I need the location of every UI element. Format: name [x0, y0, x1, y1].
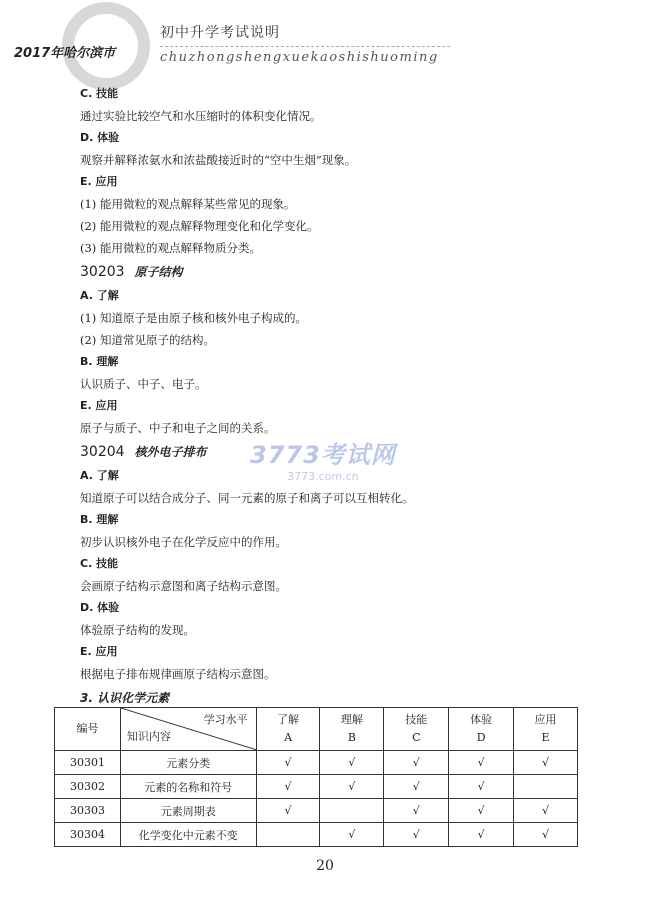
watermark-main: 3773考试网: [250, 441, 396, 469]
check-mark: √: [449, 775, 514, 799]
section-number: 30203: [80, 264, 125, 280]
check-mark: √: [514, 823, 578, 847]
table-header-level: 了解 A: [256, 708, 320, 751]
check-mark: √: [449, 823, 514, 847]
table-header-id: 编号: [55, 708, 121, 751]
check-mark: √: [320, 823, 384, 847]
check-mark: √: [256, 775, 320, 799]
table-header-level: 理解 B: [320, 708, 384, 751]
check-mark: √: [514, 751, 578, 775]
check-mark: √: [384, 751, 449, 775]
body-text-line: 通过实验比较空气和水压缩时的体积变化情况。: [80, 109, 322, 123]
table-header-level: 体验 D: [449, 708, 514, 751]
check-mark: √: [320, 775, 384, 799]
body-text-line: 知道原子可以结合成分子、同一元素的原子和离子可以互相转化。: [80, 491, 414, 505]
page-header-region-year: 2017年哈尔滨市: [14, 46, 116, 61]
level-label: C. 技能: [80, 87, 119, 100]
body-text-line: (1) 知道原子是由原子核和核外电子构成的。: [80, 311, 307, 325]
section-title: 原子结构: [134, 265, 183, 279]
check-mark: [514, 775, 578, 799]
page-header-title: 初中升学考试说明: [160, 25, 280, 41]
check-mark: √: [384, 823, 449, 847]
row-content: 元素周期表: [120, 799, 256, 823]
table-header-row: [55, 708, 578, 751]
level-label: E. 应用: [80, 645, 118, 658]
body-text-line: 根据电子排布规律画原子结构示意图。: [80, 667, 276, 681]
table-header-diagonal: [120, 708, 256, 751]
table-header-level: 技能 C: [384, 708, 449, 751]
body-text-line: 体验原子结构的发现。: [80, 623, 195, 637]
header-divider: [160, 46, 450, 47]
body-text-line: 原子与质子、中子和电子之间的关系。: [80, 421, 276, 435]
watermark: [250, 435, 396, 483]
check-mark: √: [449, 751, 514, 775]
level-label: C. 技能: [80, 557, 119, 570]
section-heading: [80, 259, 580, 285]
table-row: [55, 823, 578, 847]
body-text-line: (3) 能用微粒的观点解释物质分类。: [80, 241, 261, 255]
body-text-line: (2) 知道常见原子的结构。: [80, 333, 215, 347]
level-label: B. 理解: [80, 355, 119, 368]
body-text-line: 会画原子结构示意图和离子结构示意图。: [80, 579, 287, 593]
body-text-line: 初步认识核外电子在化学反应中的作用。: [80, 535, 287, 549]
document-body: [80, 83, 580, 685]
row-id: 30301: [55, 751, 121, 775]
check-mark: √: [384, 799, 449, 823]
row-id: 30302: [55, 775, 121, 799]
knowledge-level-table: [54, 707, 578, 847]
table-row: [55, 775, 578, 799]
body-text-line: (2) 能用微粒的观点解释物理变化和化学变化。: [80, 219, 319, 233]
table-header-level-label: 学习水平: [203, 713, 248, 726]
table-row: [55, 751, 578, 775]
row-content: 元素分类: [120, 751, 256, 775]
subsection-heading: 3. 认识化学元素: [80, 691, 170, 705]
level-label: A. 了解: [80, 289, 119, 302]
check-mark: [256, 823, 320, 847]
level-label: B. 理解: [80, 513, 119, 526]
check-mark: √: [384, 775, 449, 799]
watermark-sub: 3773.com.cn: [287, 470, 359, 483]
table-header-level: 应用 E: [514, 708, 578, 751]
level-label: E. 应用: [80, 399, 118, 412]
row-id: 30304: [55, 823, 121, 847]
level-label: D. 体验: [80, 131, 120, 144]
check-mark: [320, 799, 384, 823]
check-mark: √: [256, 799, 320, 823]
check-mark: √: [514, 799, 578, 823]
check-mark: √: [256, 751, 320, 775]
level-label: A. 了解: [80, 469, 119, 482]
row-content: 元素的名称和符号: [120, 775, 256, 799]
body-text-line: (1) 能用微粒的观点解释某些常见的现象。: [80, 197, 296, 211]
level-label: E. 应用: [80, 175, 118, 188]
section-number: 30204: [80, 444, 125, 460]
body-text-line: 认识质子、中子、电子。: [80, 377, 207, 391]
page-header-pinyin: chuzhongshengxuekaoshishuoming: [160, 50, 439, 65]
check-mark: √: [449, 799, 514, 823]
level-label: D. 体验: [80, 601, 120, 614]
row-content: 化学变化中元素不变: [120, 823, 256, 847]
body-text-line: 观察并解释浓氨水和浓盐酸接近时的“空中生烟”现象。: [80, 153, 357, 167]
section-title: 核外电子排布: [134, 445, 207, 459]
table-header-content-label: 知识内容: [126, 730, 171, 743]
table-row: [55, 799, 578, 823]
row-id: 30303: [55, 799, 121, 823]
check-mark: √: [320, 751, 384, 775]
page-number: 20: [316, 858, 334, 874]
